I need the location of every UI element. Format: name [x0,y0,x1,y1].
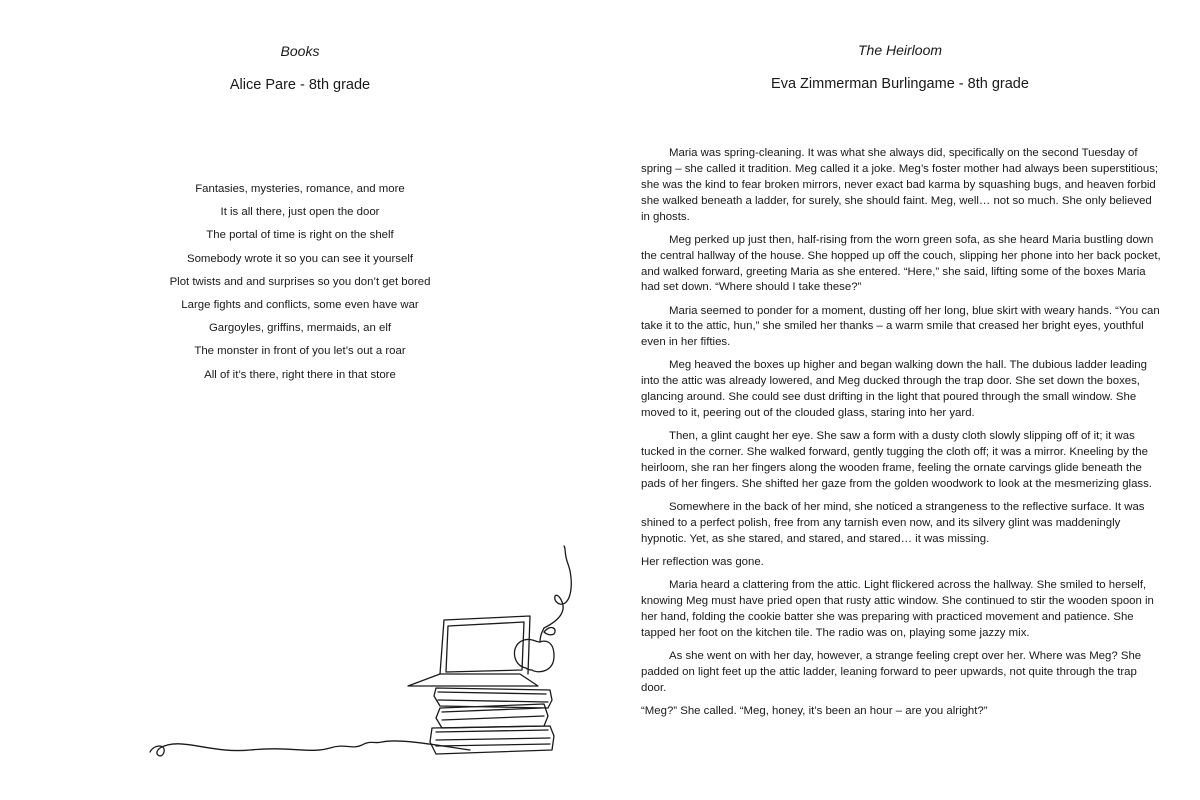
story-paragraph: Meg perked up just then, half-rising from the worn green sofa, as she heard Maria bustling down the central hallway of the house. She hopped up off the couch, slipping her phone into her back pocket, and walked forward, greeting Maria as she entered. “Here,” she said, lifting some of the boxes Maria had set down. “Where should I take these?” [641,233,1161,294]
story-paragraph: Maria seemed to ponder for a moment, dusting off her long, blue skirt with weary hands. “You can take it to the attic, hun,” she smiled her thanks – a warm smile that creased her bright eyes, youthful even in her fifties. [641,304,1160,349]
poem-title: Books [280,43,320,59]
story-paragraph: Then, a glint caught her eye. She saw a form with a dusty cloth slowly slipping off of it; it was tucked in the corner. She walked forward, gently tugging the cloth off; it was a mirror. Kneeling by the heirloom, she ran her fingers along the wooden frame, feeling the ornate carvings glide beneath the pads of her fingers. She shifted her gaze from the golden woodwork to look at the mesmerizing glass. [641,430,1152,490]
story-paragraph: As she went on with her day, however, a strange feeling crept over her. Where was Meg? She padded on light feet up the attic ladder, leaning forward to peer upwards, not quite through the trap door. [641,649,1142,694]
story-paragraph: Somewhere in the back of her mind, she noticed a strangeness to the reflective surface. It was shined to a perfect polish, free from any tarnish even now, and its silvery glint was maddeningly hypnotic. Yet, as she stared, and stared, and stared… it was missing. [641,501,1145,545]
poem-line: The monster in front of you let’s out a roar [194,345,406,358]
story-paragraph: Her reflection was gone. [641,555,764,568]
poem-line: Large fights and conflicts, some even have war [181,299,419,312]
poem-author: Alice Pare - 8th grade [229,77,371,93]
story-paragraph: “Meg?” She called. “Meg, honey, it’s been an hour – are you alright?” [641,704,988,717]
poem-line: All of it’s there, right there in that store [204,368,396,381]
story-title: The Heirloom [857,42,943,58]
poem-line: Somebody wrote it so you can see it yourself [186,252,414,265]
right-page [600,0,1200,800]
poem-line: Fantasies, mysteries, romance, and more [195,183,405,195]
poem-line: Gargoyles, griffins, mermaids, an elf [208,322,392,335]
story-paragraph: Meg heaved the boxes up higher and began walking down the hall. The dubious ladder leading into the attic was already lowered, and Meg ducked through the trap door. She set down the boxes, glancing around. She could see dust drifting in the light that poured through the small window. She moved to it, peering out of the clouded glass, staring into her yard. [641,359,1147,420]
story-paragraph: Maria heard a clattering from the attic. Light flickered across the hallway. She smiled to herself, knowing Meg must have pried open that rusty attic window. She continued to stir the wooden spoon in her hand, folding the cookie batter she was preparing with practiced movement and patience. She tapped her foot on the kitchen tile. The radio was on, playing some jazzy mix. [641,579,1154,639]
story-paragraph: Maria was spring-cleaning. It was what she always did, specifically on the second Tuesday of spring – she called it tradition. Meg called it a joke. Meg’s foster mother had always been superstitious; she was the kind to fear broken mirrors, never exact bad karma by squashing bugs, and heaven forbid she walked beneath a ladder, for surely, she should faint. Meg, well… not so much. She only believed in ghosts. [641,147,1159,223]
poem-line: Plot twists and and surprises so you don’t get bored [169,275,431,288]
books-laptop-apple-icon [140,540,580,770]
poem-line: It is all there, just open the door [220,206,380,219]
poem-body [0,178,600,387]
story-body [641,146,1162,727]
poem-line: The portal of time is right on the shelf [206,229,394,242]
story-author: Eva Zimmerman Burlingame - 8th grade [771,76,1029,92]
